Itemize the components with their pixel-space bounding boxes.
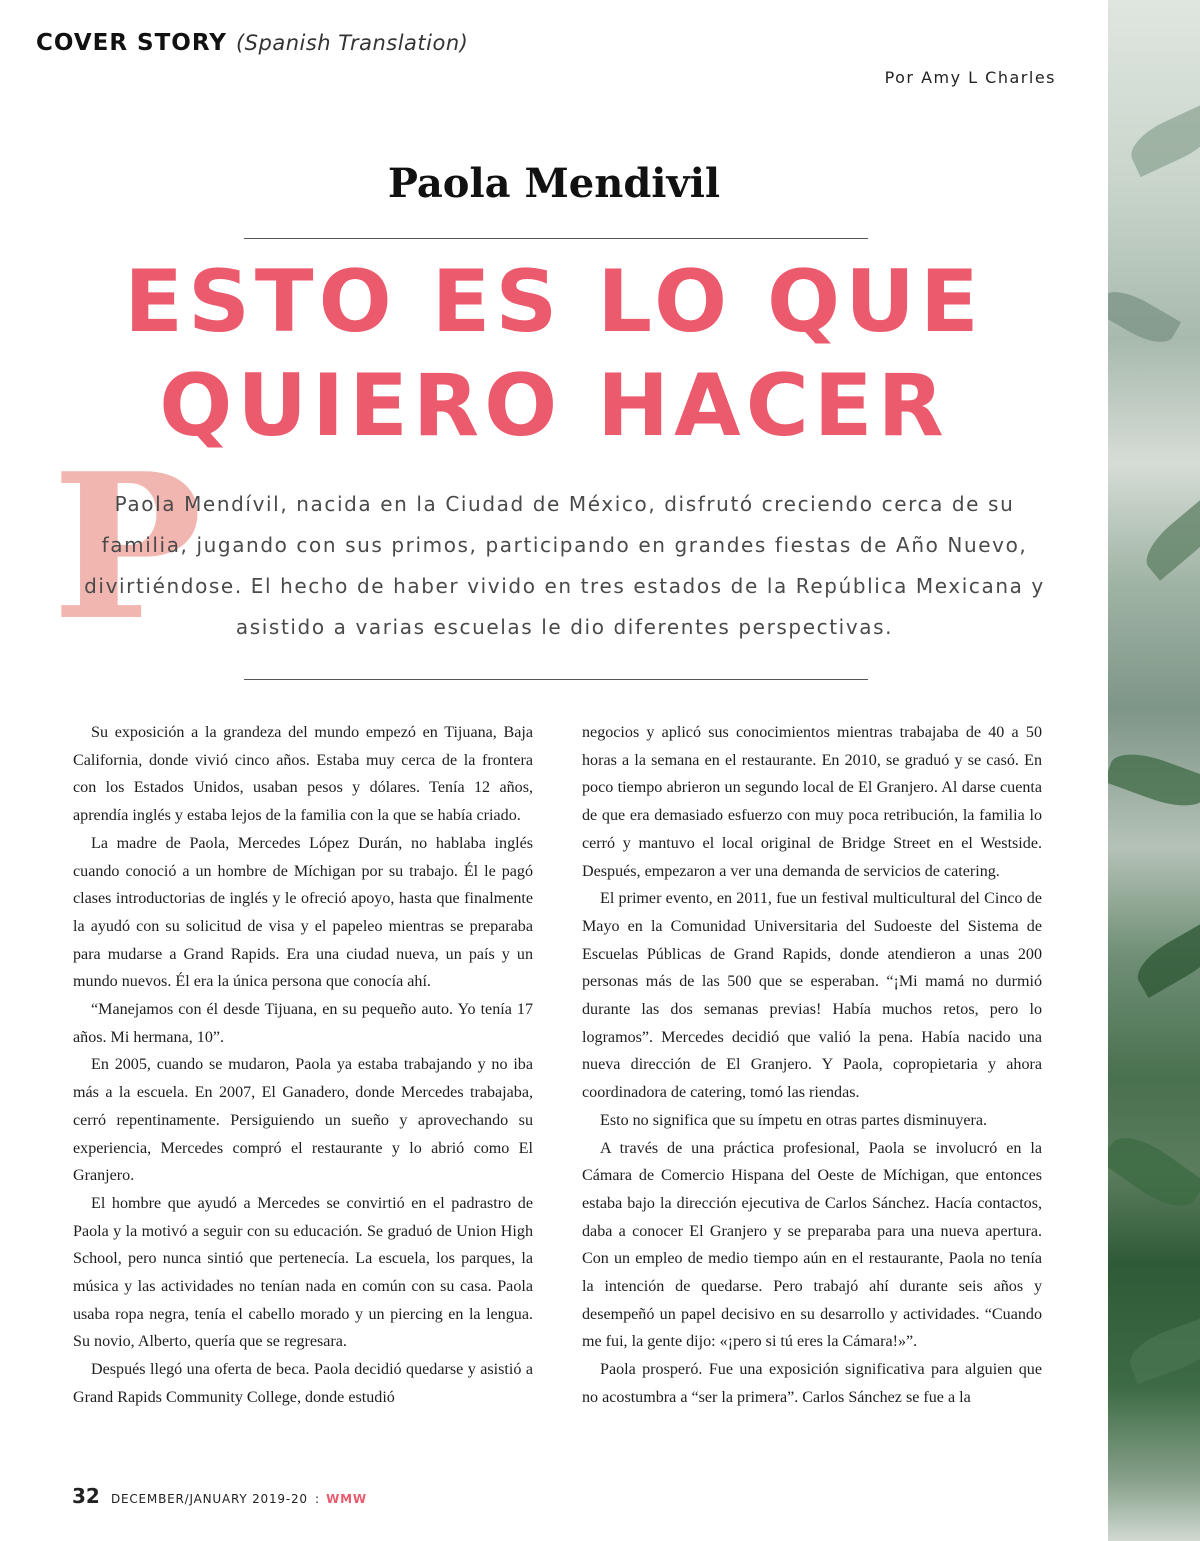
headline: ESTO ES LO QUE QUIERO HACER bbox=[124, 252, 984, 456]
article-paragraph: Esto no significa que su ímpetu en otras partes disminuyera. bbox=[600, 1111, 988, 1129]
article-paragraph: negocios y aplicó sus conocimientos mientras trabajaba de 40 a 50 horas a la semana en el restaurante. En 2010, se graduó y se casó. En poco tiempo abrieron un segundo local de El Granjero. Al darse cuenta de que era demasiado esfuerzo con muy poca retribución, la familia lo cerró y mantuvo el local original de Bridge Street en el Westside. Después, empezaron a ver una demanda de servicios de catering. bbox=[582, 724, 1042, 880]
article-paragraph: En 2005, cuando se mudaron, Paola ya estaba trabajando y no iba más a la escuela. En 2007, El Ganadero, donde Mercedes trabajaba, cerró repentinamente. Persiguiendo un sueño y aprovechando su experiencia, Mercedes compró el restaurante y lo abrió como El Granjero. bbox=[73, 1056, 533, 1185]
foliage-photo bbox=[1108, 0, 1200, 1541]
subject-name: Paola Mendivil bbox=[387, 160, 721, 207]
byline: Por Amy L Charles bbox=[884, 68, 1056, 87]
article-paragraph: A través de una práctica profesional, Paola se involucró en la Cámara de Comercio Hispana del Oeste de Míchigan, que entonces estaba bajo la dirección ejecutiva de Carlos Sánchez. Hacía contactos, daba a conocer El Granjero y se preparaba para una nueva apertura. Con un empleo de medio tiempo aún en el restaurante, Paola no tenía la intención de quedarse. Pero trabajó ahí durante seis años y desempeñó un papel decisivo en su desarrollo y actividades. “Cuando me fui, la gente dijo: «¡pero si tú eres la Cámara!»”. bbox=[582, 1139, 1042, 1351]
article-paragraph: “Manejamos con él desde Tijuana, en su pequeño auto. Yo tenía 17 años. Mi hermana, 10”. bbox=[73, 1001, 533, 1046]
section-subtitle: (Spanish Translation) bbox=[235, 31, 469, 55]
drop-cap: P bbox=[52, 430, 203, 665]
footer-separator: : bbox=[314, 1492, 319, 1506]
section-title: COVER STORY bbox=[36, 30, 227, 56]
article-paragraph: Después llegó una oferta de beca. Paola decidió quedarse y asistió a Grand Rapids Community College, donde estudió bbox=[73, 1361, 533, 1406]
article-paragraph: Paola prosperó. Fue una exposición significativa para alguien que no acostumbra a “ser la primera”. Carlos Sánchez se fue a la bbox=[582, 1361, 1042, 1406]
page-number: 32 bbox=[72, 1484, 100, 1508]
issue-date: DECEMBER/JANUARY 2019-20 bbox=[110, 1492, 308, 1506]
article-paragraph: El primer evento, en 2011, fue un festival multicultural del Cinco de Mayo en la Comunidad Universitaria del Sudoeste del Sistema de Escuelas Públicas de Grand Rapids, donde atendieron a unas 200 personas más de las 500 que se esperaban. “¡Mi mamá no durmió durante las dos semanas previas! Había muchos retos, pero lo logramos”. Mercedes decidió que valió la pena. Había nacido una nueva dirección de El Granjero. Y Paola, copropietaria y ahora coordinadora de catering, tomó las riendas. bbox=[582, 890, 1042, 1102]
magazine-brand: WMW bbox=[326, 1492, 367, 1506]
article-paragraph: Su exposición a la grandeza del mundo empezó en Tijuana, Baja California, donde vivió cinco años. Estaba muy cerca de la frontera con los Estados Unidos, usaban pesos y dólares. Tenía 12 años, aprendía inglés y estaba lejos de la familia con la que se había criado. bbox=[73, 724, 533, 825]
article-paragraph: La madre de Paola, Mercedes López Durán, no hablaba inglés cuando conoció a un hombre de Míchigan por su trabajo. Él le pagó clases introductorias de inglés y le ofreció apoyo, hasta que finalmente la ayudó con su solicitud de visa y el papeleo mientras se preparaba para mudarse a Grand Rapids. Era una ciudad nueva, un país y un mundo nuevos. Él era la única persona que conocía ahí. bbox=[73, 834, 533, 991]
article-column-right bbox=[582, 719, 1042, 1412]
page-footer bbox=[72, 1484, 367, 1508]
divider-bottom bbox=[244, 679, 868, 680]
article-paragraph: El hombre que ayudó a Mercedes se convirtió en el padrastro de Paola y la motivó a seguir con su educación. Se graduó de Union High School, pero nunca sintió que pertenecía. La escuela, los parques, la música y las actividades no tenían nada en común con su casa. Paola usaba ropa negra, tenía el cabello morado y un piercing en la lengua. Su novio, Alberto, quería que se regresara. bbox=[73, 1194, 533, 1351]
section-label bbox=[36, 30, 468, 56]
article-column-left bbox=[73, 719, 533, 1412]
dek-intro: Paola Mendívil, nacida en la Ciudad de México, disfrutó creciendo cerca de su familia, jugando con sus primos, participando en grandes fiestas de Año Nuevo, divirtiéndose. El hecho de haber vivido en tres estados de la República Mexicana y asistido a varias escuelas le dio diferentes perspectivas. bbox=[84, 492, 1045, 639]
divider-top bbox=[244, 238, 868, 239]
